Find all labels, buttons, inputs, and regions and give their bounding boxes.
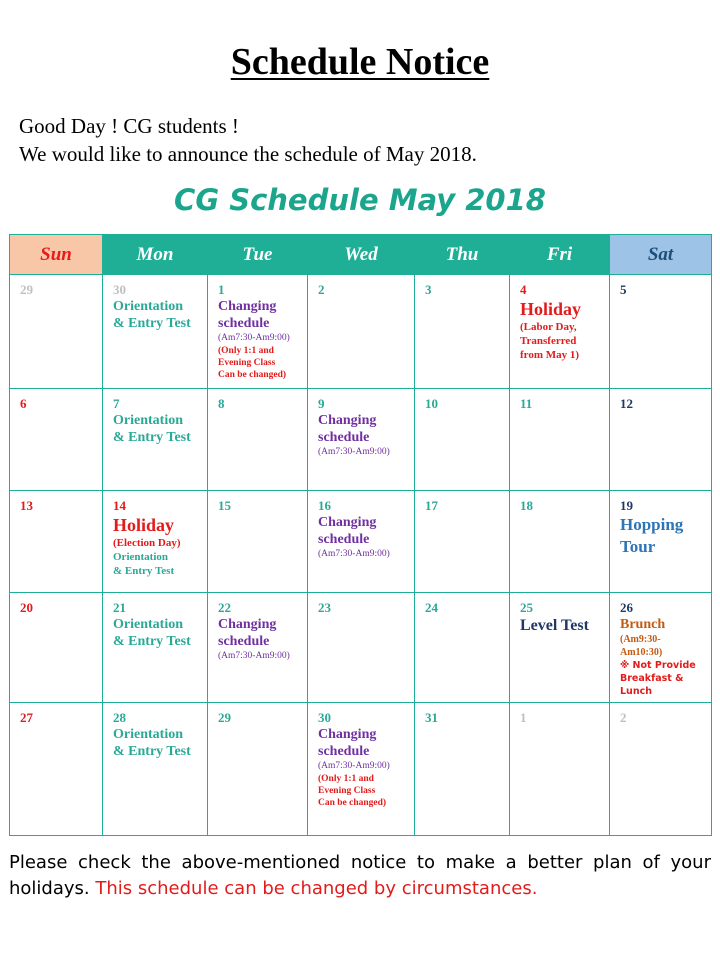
event-labor-note-3: from May 1) — [520, 349, 580, 361]
day-number: 30 — [113, 282, 126, 297]
day-cell-may-26 — [610, 593, 712, 703]
day-cell-may-1 — [208, 275, 308, 389]
event-labor-note-1: (Labor Day, — [520, 321, 577, 333]
day-cell-may-2 — [308, 275, 415, 389]
day-number: 14 — [113, 498, 126, 513]
day-cell-may-11 — [510, 389, 610, 491]
day-cell-may-28 — [103, 703, 208, 836]
day-cell-apr-29 — [10, 275, 103, 389]
event-only-note-1: (Only 1:1 and — [318, 774, 374, 784]
day-cell-may-5 — [610, 275, 712, 389]
day-number: 2 — [620, 710, 627, 725]
event-orientation: Orientation — [113, 727, 183, 742]
day-number: 29 — [218, 710, 231, 725]
event-holiday: Holiday — [520, 299, 582, 319]
day-cell-may-17 — [415, 491, 510, 593]
weekday-header-row — [10, 235, 712, 275]
day-cell-jun-1 — [510, 703, 610, 836]
day-number: 13 — [20, 498, 33, 513]
day-cell-may-20 — [10, 593, 103, 703]
day-number: 11 — [520, 396, 533, 411]
day-cell-may-8 — [208, 389, 308, 491]
event-only-note-3: Can be changed) — [318, 798, 387, 808]
event-changing: Changing — [318, 413, 377, 428]
day-cell-may-13 — [10, 491, 103, 593]
event-not-provide-2: Breakfast & Lunch — [620, 673, 684, 697]
weekday-header-tue: Tue — [208, 235, 308, 275]
event-changing-time: (Am7:30-Am9:00) — [318, 549, 390, 559]
footer-warning: This schedule can be changed by circumstances. — [95, 878, 538, 899]
event-only-note-2: Evening Class — [318, 786, 376, 796]
day-cell-may-7 — [103, 389, 208, 491]
day-number: 29 — [20, 282, 33, 297]
event-changing-time: (Am7:30-Am9:00) — [218, 333, 290, 343]
week-row-1 — [10, 275, 712, 389]
day-number: 1 — [520, 710, 527, 725]
week-row-2 — [10, 389, 712, 491]
day-number: 31 — [425, 710, 438, 725]
event-only-note-2: Evening Class — [218, 358, 276, 368]
event-changing-time: (Am7:30-Am9:00) — [318, 761, 390, 771]
event-changing: Changing — [318, 515, 377, 530]
day-number: 22 — [218, 600, 231, 615]
day-cell-may-12 — [610, 389, 712, 491]
day-number: 27 — [20, 710, 33, 725]
event-changing: Changing — [218, 617, 277, 632]
event-entry-test: & Entry Test — [113, 316, 191, 331]
event-orientation: Orientation — [113, 551, 168, 563]
day-number: 23 — [318, 600, 331, 615]
day-number: 12 — [620, 396, 633, 411]
day-cell-may-31 — [415, 703, 510, 836]
day-number: 26 — [620, 600, 633, 615]
week-row-5 — [10, 703, 712, 836]
greeting-line-2: We would like to announce the schedule of May 2018. — [19, 142, 477, 166]
day-number: 4 — [520, 282, 527, 297]
day-cell-may-3 — [415, 275, 510, 389]
weekday-header-sat: Sat — [610, 235, 712, 275]
event-entry-test: & Entry Test — [113, 430, 191, 445]
day-number: 16 — [318, 498, 331, 513]
event-brunch-time-2: Am10:30) — [620, 647, 663, 658]
day-number: 8 — [218, 396, 225, 411]
day-number: 15 — [218, 498, 231, 513]
weekday-header-fri: Fri — [510, 235, 610, 275]
day-cell-may-23 — [308, 593, 415, 703]
day-cell-jun-2 — [610, 703, 712, 836]
day-cell-may-4 — [510, 275, 610, 389]
day-number: 28 — [113, 710, 126, 725]
event-entry-test: & Entry Test — [113, 634, 191, 649]
day-number: 17 — [425, 498, 438, 513]
event-changing: Changing — [318, 727, 377, 742]
weekday-header-thu: Thu — [415, 235, 510, 275]
event-entry-test: & Entry Test — [113, 744, 191, 759]
event-orientation: Orientation — [113, 617, 183, 632]
day-number: 5 — [620, 282, 627, 297]
day-cell-may-6 — [10, 389, 103, 491]
day-number: 7 — [113, 396, 120, 411]
event-hopping: Hopping — [620, 515, 684, 534]
day-number: 6 — [20, 396, 27, 411]
calendar-title: CG Schedule May 2018 — [174, 183, 546, 217]
day-number: 20 — [20, 600, 33, 615]
day-number: 24 — [425, 600, 438, 615]
day-cell-may-27 — [10, 703, 103, 836]
day-cell-may-24 — [415, 593, 510, 703]
calendar-table — [9, 234, 712, 836]
day-cell-may-30 — [308, 703, 415, 836]
weekday-header-sun: Sun — [10, 235, 103, 275]
day-number: 9 — [318, 396, 325, 411]
day-cell-may-29 — [208, 703, 308, 836]
day-number: 1 — [218, 282, 225, 297]
event-level-test: Level Test — [520, 617, 589, 634]
event-brunch: Brunch — [620, 617, 666, 632]
event-holiday: Holiday — [113, 515, 175, 535]
event-changing-time: (Am7:30-Am9:00) — [318, 447, 390, 457]
event-only-note-1: (Only 1:1 and — [218, 346, 274, 356]
event-orientation: Orientation — [113, 413, 183, 428]
day-cell-may-10 — [415, 389, 510, 491]
day-number: 19 — [620, 498, 633, 513]
footer-notice — [9, 850, 711, 902]
event-not-provide-1: ※ Not Provide — [620, 660, 696, 671]
day-cell-may-14 — [103, 491, 208, 593]
day-cell-apr-30 — [103, 275, 208, 389]
day-cell-may-15 — [208, 491, 308, 593]
day-cell-may-22 — [208, 593, 308, 703]
event-labor-note-2: Transferred — [520, 335, 577, 347]
greeting-line-1: Good Day ! CG students ! — [19, 114, 239, 138]
event-schedule: schedule — [318, 744, 370, 759]
event-schedule: schedule — [218, 634, 270, 649]
weekday-header-mon: Mon — [103, 235, 208, 275]
week-row-3 — [10, 491, 712, 593]
day-cell-may-19 — [610, 491, 712, 593]
event-changing: Changing — [218, 299, 277, 314]
event-election-note: (Election Day) — [113, 537, 181, 549]
day-number: 10 — [425, 396, 438, 411]
week-row-4 — [10, 593, 712, 703]
event-schedule: schedule — [318, 430, 370, 445]
day-number: 2 — [318, 282, 325, 297]
event-orientation: Orientation — [113, 299, 183, 314]
greeting — [19, 112, 477, 168]
day-number: 30 — [318, 710, 331, 725]
event-changing-time: (Am7:30-Am9:00) — [218, 651, 290, 661]
weekday-header-wed: Wed — [308, 235, 415, 275]
event-entry-test: & Entry Test — [113, 565, 175, 577]
page-title: Schedule Notice — [230, 41, 490, 83]
event-brunch-time-1: (Am9:30- — [620, 634, 661, 645]
day-number: 25 — [520, 600, 533, 615]
day-number: 3 — [425, 282, 432, 297]
day-cell-may-18 — [510, 491, 610, 593]
footer-text: Please check the above-mentioned notice to make a better plan of your holidays. — [9, 852, 711, 899]
event-schedule: schedule — [218, 316, 270, 331]
day-number: 18 — [520, 498, 533, 513]
day-cell-may-21 — [103, 593, 208, 703]
event-tour: Tour — [620, 537, 656, 556]
day-cell-may-16 — [308, 491, 415, 593]
day-cell-may-25 — [510, 593, 610, 703]
event-schedule: schedule — [318, 532, 370, 547]
event-only-note-3: Can be changed) — [218, 370, 287, 380]
day-number: 21 — [113, 600, 126, 615]
day-cell-may-9 — [308, 389, 415, 491]
